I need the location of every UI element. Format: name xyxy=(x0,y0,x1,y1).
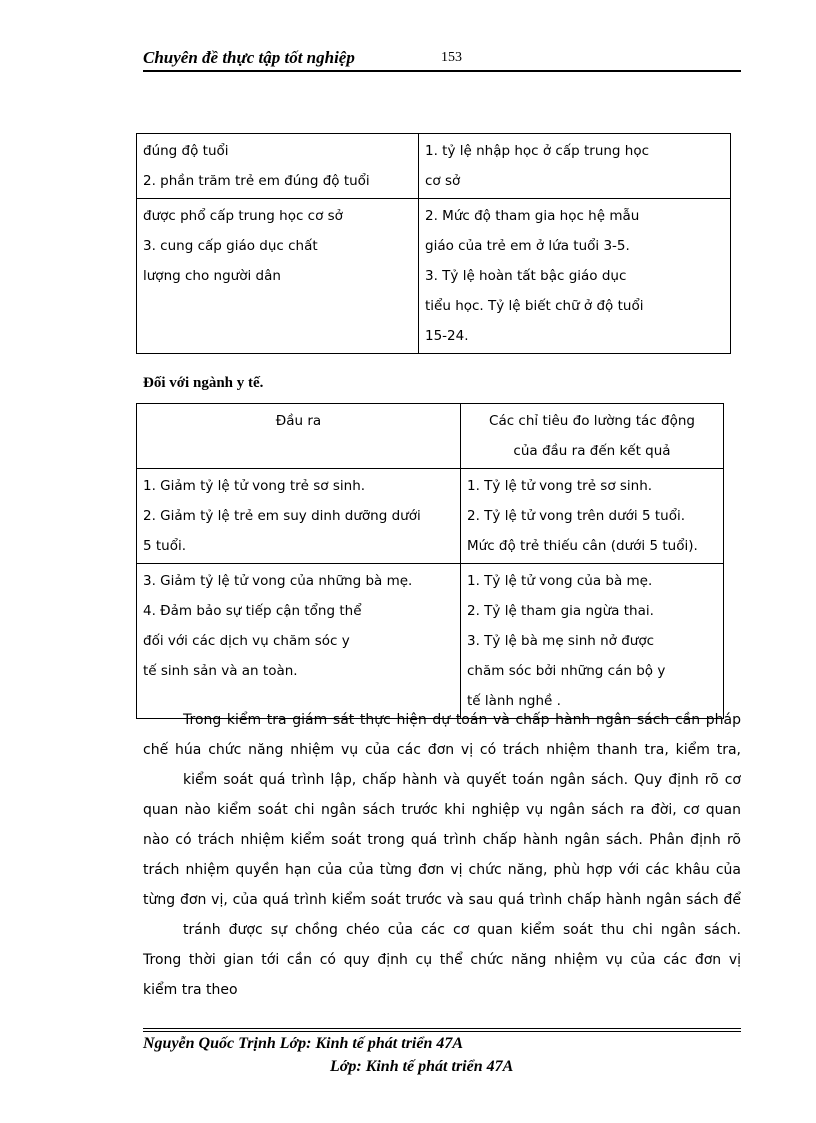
table-row xyxy=(137,199,731,354)
column-header-indicators xyxy=(461,404,724,469)
header-text: Đầu ra xyxy=(275,413,322,429)
body-paragraph xyxy=(143,705,741,1005)
cell-line: 2. Giảm tỷ lệ trẻ em suy dinh dưỡng dưới xyxy=(143,508,421,524)
table-cell xyxy=(137,564,461,719)
table-cell xyxy=(137,199,419,354)
column-header-output xyxy=(137,404,461,469)
cell-line: tế sinh sản và an toàn. xyxy=(143,663,298,679)
paragraph-line: quan nào kiểm soát chi ngân sách trước khi nghiệp vụ ngân sách ra đời, cơ quan xyxy=(143,802,741,818)
footer-author: Nguyễn Quốc Trịnh Lớp: Kinh tế phát triển 47A xyxy=(143,1035,464,1052)
cell-line: được phổ cấp trung học cơ sở xyxy=(143,208,343,224)
header-rule xyxy=(143,70,741,72)
cell-line: tế lành nghề . xyxy=(467,693,561,709)
footer-rule xyxy=(143,1028,741,1029)
paragraph-line: Trong thời gian tới cần có quy định cụ thể chức năng nhiệm vụ của các đơn vị xyxy=(143,952,741,968)
cell-line: 4. Đảm bảo sự tiếp cận tổng thể xyxy=(143,603,362,619)
health-indicator-table xyxy=(136,403,724,719)
cell-line: 2. Tỷ lệ tham gia ngừa thai. xyxy=(467,603,654,619)
header-text: của đầu ra đến kết quả xyxy=(513,443,671,459)
page-number: 153 xyxy=(441,50,462,65)
table-cell xyxy=(461,564,724,719)
table-cell xyxy=(137,469,461,564)
cell-line: 3. cung cấp giáo dục chất xyxy=(143,238,318,254)
footer-rule xyxy=(143,1031,741,1032)
table-header-row xyxy=(137,404,724,469)
paragraph-line: chế húa chức năng nhiệm vụ của các đơn vị có trách nhiệm thanh tra, kiểm tra, xyxy=(143,742,741,758)
cell-line: đối với các dịch vụ chăm sóc y xyxy=(143,633,350,649)
page-header xyxy=(143,48,741,72)
header-text: Các chỉ tiêu đo lường tác động xyxy=(489,413,695,429)
paragraph-line: tránh được sự chồng chéo của các cơ quan kiểm soát thu chi ngân sách. xyxy=(183,922,741,938)
table-row xyxy=(137,134,731,199)
cell-line: 3. Tỷ lệ hoàn tất bậc giáo dục xyxy=(425,268,627,284)
cell-line: 1. Giảm tỷ lệ tử vong trẻ sơ sinh. xyxy=(143,478,366,494)
table-cell xyxy=(419,199,731,354)
paragraph-line: trách nhiệm quyền hạn của của từng đơn vị chức năng, phù hợp với các khâu của xyxy=(143,862,741,878)
cell-line: 2. Mức độ tham gia học hệ mẫu xyxy=(425,208,640,224)
table-cell xyxy=(461,469,724,564)
paragraph-line: Trong kiểm tra giám sát thực hiện dự toán và chấp hành ngân sách cần pháp xyxy=(183,712,741,728)
footer-class: Lớp: Kinh tế phát triển 47A xyxy=(330,1058,514,1075)
table-row xyxy=(137,469,724,564)
cell-line: chăm sóc bởi những cán bộ y xyxy=(467,663,666,679)
cell-line: giáo của trẻ em ở lứa tuổi 3-5. xyxy=(425,238,630,254)
table-row xyxy=(137,564,724,719)
cell-line: cơ sở xyxy=(425,173,461,189)
cell-line: 15-24. xyxy=(425,328,469,344)
cell-line: 5 tuổi. xyxy=(143,538,187,554)
paragraph-line: kiểm tra theo xyxy=(143,982,238,998)
cell-line: lượng cho người dân xyxy=(143,268,281,284)
cell-line: tiểu học. Tỷ lệ biết chữ ở độ tuổi xyxy=(425,298,644,314)
paragraph-line: nào có trách nhiệm kiểm soát trong quá trình chấp hành ngân sách. Phân định rõ xyxy=(143,832,741,848)
cell-line: 3. Tỷ lệ bà mẹ sinh nở được xyxy=(467,633,655,649)
cell-line: 1. Tỷ lệ tử vong trẻ sơ sinh. xyxy=(467,478,653,494)
paragraph-line: kiểm soát quá trình lập, chấp hành và quyết toán ngân sách. Quy định rõ cơ xyxy=(183,772,741,788)
cell-line: 1. Tỷ lệ tử vong của bà mẹ. xyxy=(467,573,653,589)
table-cell xyxy=(419,134,731,199)
cell-line: 3. Giảm tỷ lệ tử vong của những bà mẹ. xyxy=(143,573,413,589)
cell-line: 2. Tỷ lệ tử vong trên dưới 5 tuổi. xyxy=(467,508,686,524)
education-indicator-table xyxy=(136,133,731,354)
cell-line: 2. phần trăm trẻ em đúng độ tuổi xyxy=(143,173,370,189)
cell-line: 1. tỷ lệ nhập học ở cấp trung học xyxy=(425,143,650,159)
header-title: Chuyên đề thực tập tốt nghiệp xyxy=(143,48,355,67)
paragraph-line: từng đơn vị, của quá trình kiểm soát trước và sau quá trình chấp hành ngân sách để xyxy=(143,892,741,908)
cell-line: đúng độ tuổi xyxy=(143,143,229,159)
section-title: Đối với ngành y tế. xyxy=(143,375,264,391)
table-cell xyxy=(137,134,419,199)
cell-line: Mức độ trẻ thiếu cân (dưới 5 tuổi). xyxy=(467,538,698,554)
